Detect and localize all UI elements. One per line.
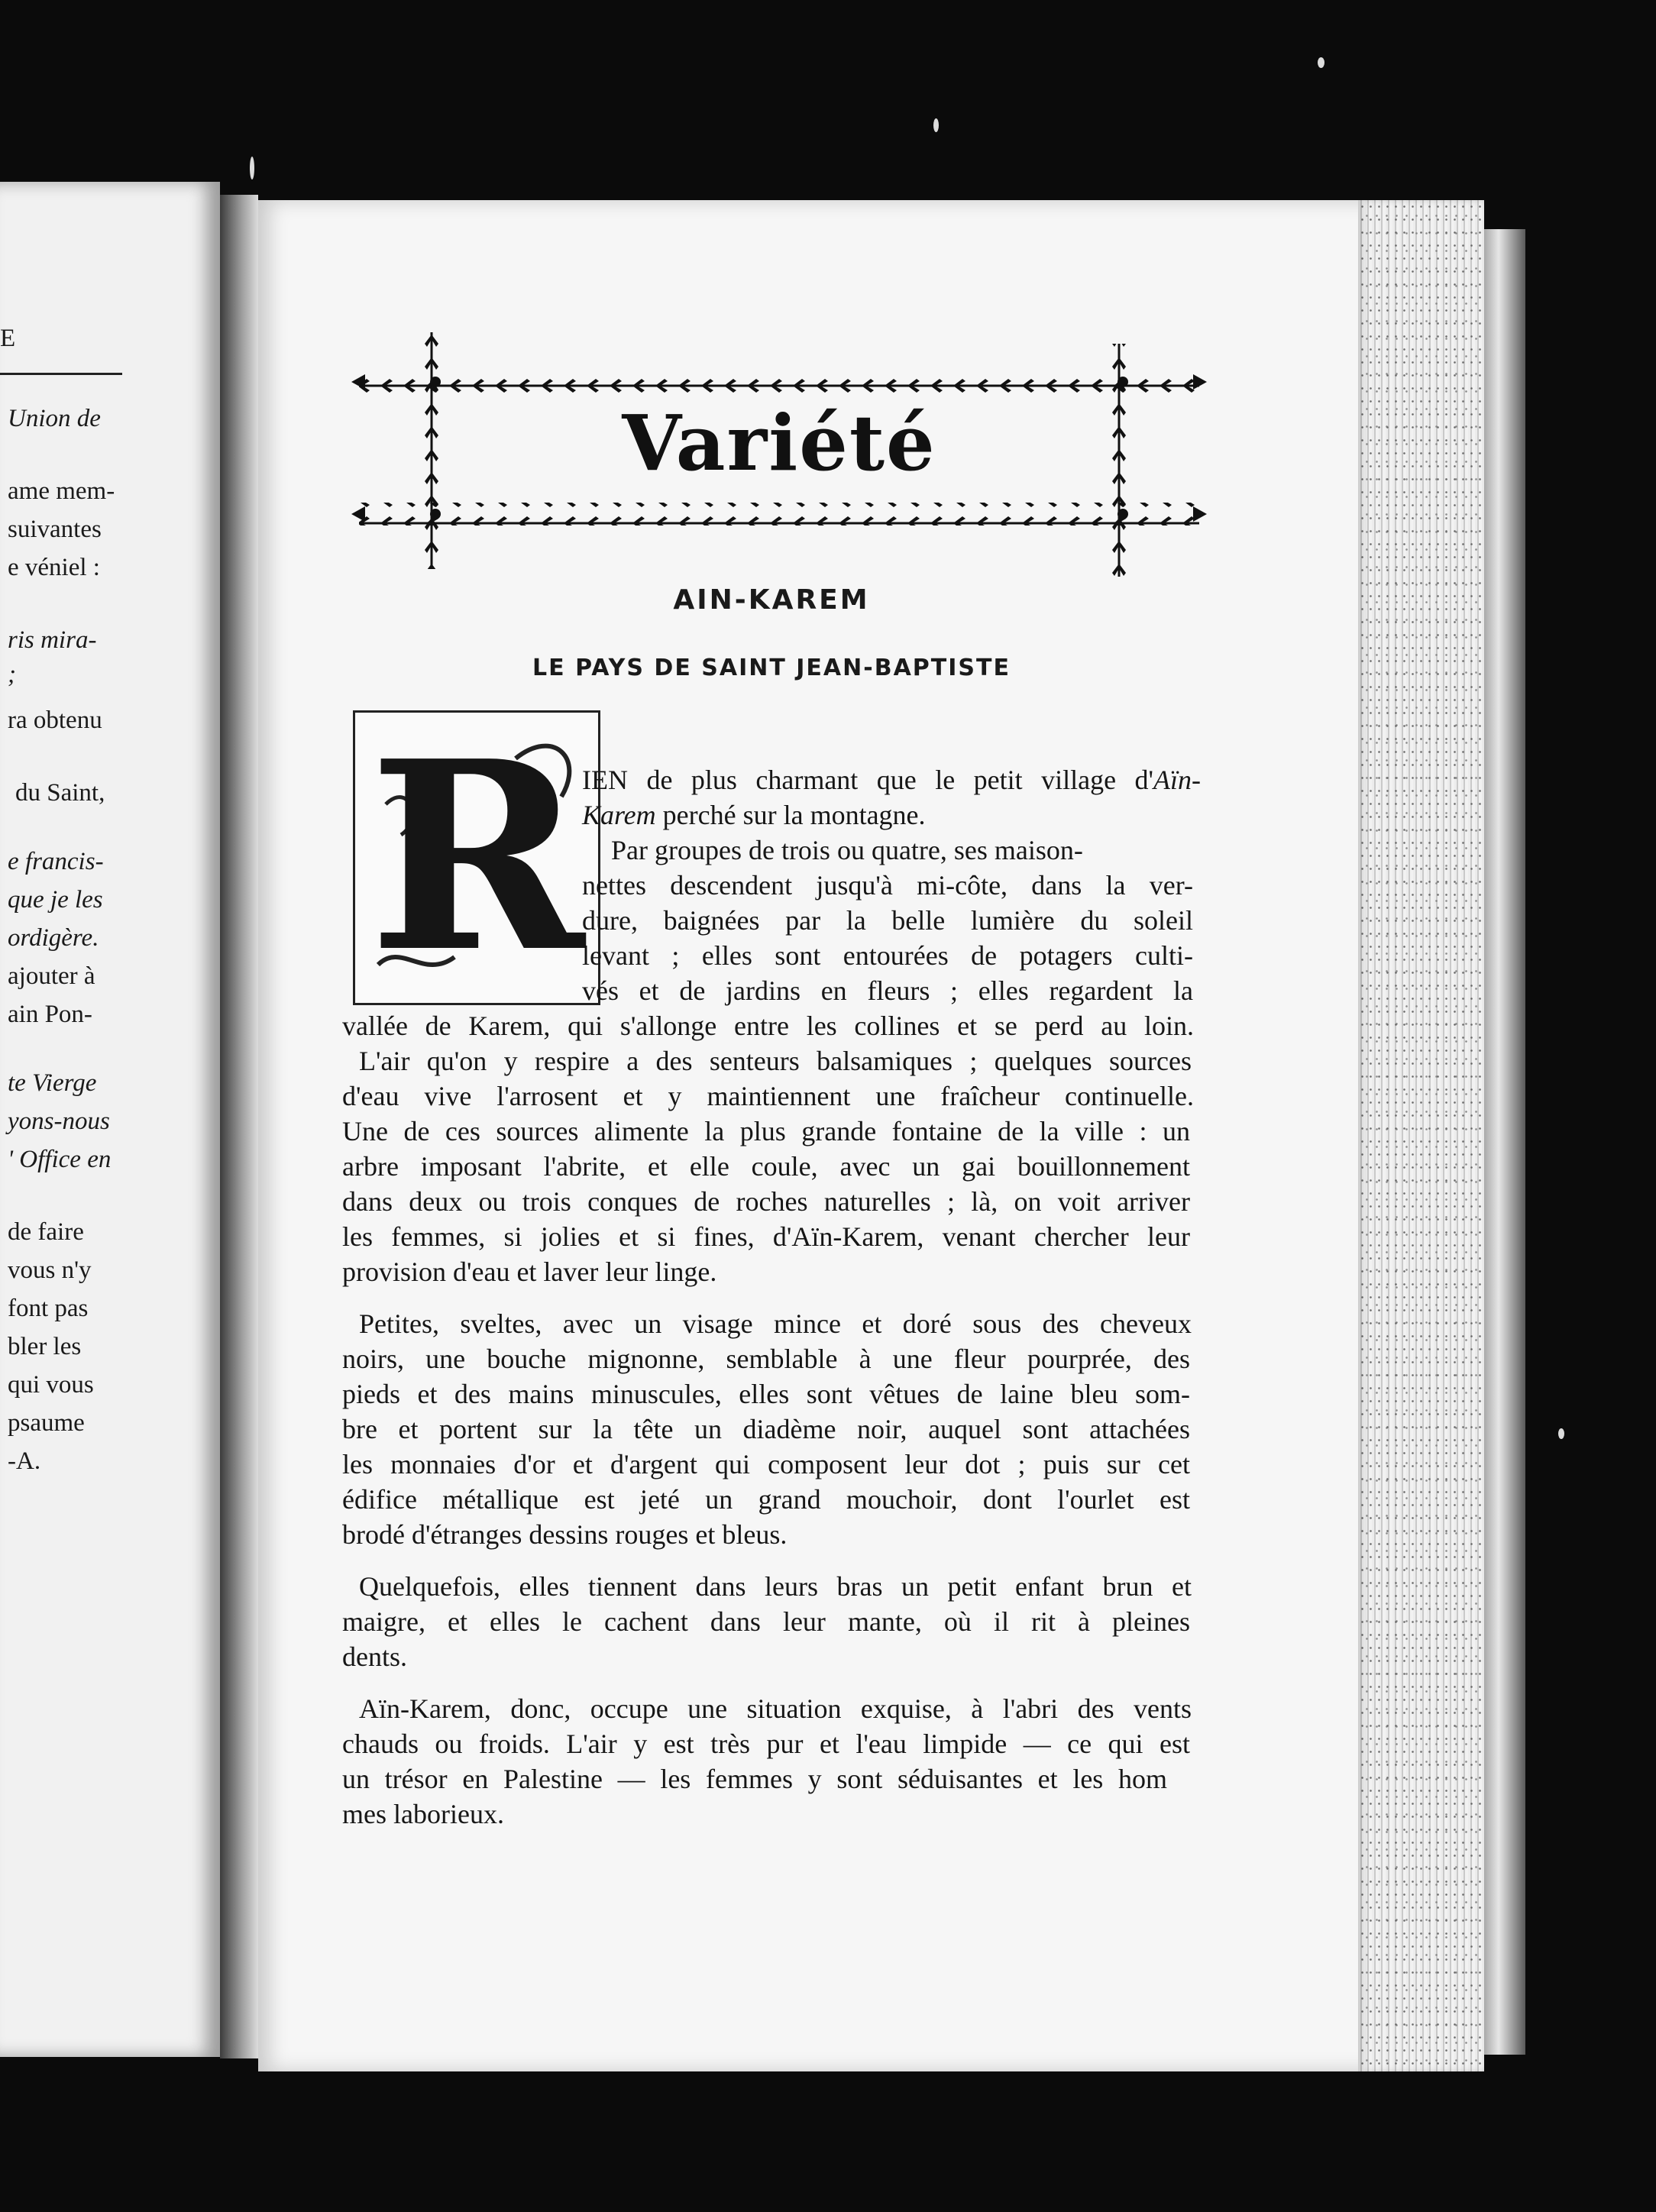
- article-text-run: perché sur la montagne.: [655, 800, 926, 830]
- article-text-run: Petites, sveltes, avec un visage mince et doré sous des cheveux: [359, 1308, 1192, 1339]
- article-line: [342, 1604, 1190, 1639]
- article-line: [582, 797, 926, 833]
- article-line: [342, 1149, 1190, 1184]
- previous-page-line: suivantes: [8, 516, 102, 543]
- article-line: [342, 1008, 1194, 1043]
- dust-speck: [1318, 57, 1324, 68]
- dust-speck: [250, 157, 254, 179]
- previous-page-line: ris mira-: [8, 626, 97, 654]
- article-line: [582, 973, 1193, 1008]
- article-line: [342, 1796, 504, 1832]
- article-line: [359, 1043, 1192, 1079]
- article-line: [582, 938, 1193, 973]
- article-line: [342, 1726, 1190, 1761]
- previous-page-line: de faire: [8, 1218, 84, 1246]
- previous-page-line: que je les: [8, 886, 103, 914]
- article-text-run: IEN: [582, 765, 628, 795]
- article-line: [582, 903, 1193, 938]
- article-line: [342, 1254, 716, 1289]
- article-text-run: dans deux ou trois conques de roches naturelles ; là, on voit arriver: [342, 1186, 1190, 1217]
- previous-page-line: ;: [8, 661, 16, 688]
- article-text-run: nettes descendent jusqu'à mi-côte, dans la ver-: [582, 870, 1193, 901]
- article-text-run: mes laborieux.: [342, 1799, 504, 1829]
- article-line: [582, 868, 1193, 903]
- article-text-run: un trésor en Palestine — les femmes y sont séduisantes et les hom: [342, 1764, 1167, 1794]
- previous-page-line: ' Office en: [8, 1146, 112, 1173]
- decorated-initial: [353, 705, 600, 1010]
- article-line: [342, 1517, 787, 1552]
- article-line: [342, 1639, 407, 1674]
- article-line: [359, 1569, 1192, 1604]
- previous-page-line: te Vierge: [8, 1069, 97, 1097]
- previous-page-line: yons-nous: [8, 1108, 110, 1135]
- article-line: [359, 1691, 1192, 1726]
- previous-page-line: ain Pon-: [8, 1001, 92, 1028]
- previous-page-line: ame mem-: [8, 477, 115, 505]
- article-text-run: arbre imposant l'abrite, et elle coule, avec un gai bouillonnement: [342, 1151, 1190, 1182]
- page-block-edge: [1358, 200, 1484, 2071]
- book-cover-edge: [1484, 229, 1525, 2055]
- page-title: Variété: [622, 398, 936, 488]
- previous-page-line: qui vous: [8, 1371, 94, 1399]
- header-rule: [0, 373, 122, 375]
- article-text-run: Aïn-Karem, donc, occupe une situation exquise, à l'abri des vents: [359, 1693, 1192, 1724]
- previous-page-line: E: [0, 325, 16, 352]
- article-text-run: de plus charmant que le petit village d': [627, 765, 1154, 795]
- article-line: [342, 1761, 1167, 1796]
- article-text-run: pieds et des mains minuscules, elles sont vêtues de laine bleu som-: [342, 1379, 1190, 1409]
- book-gutter: [220, 195, 258, 2058]
- article-line: [342, 1079, 1194, 1114]
- article-subtitle: LE PAYS DE SAINT JEAN-BAPTISTE: [532, 655, 1011, 681]
- article-text-run: édifice métallique est jeté un grand mouchoir, dont l'ourlet est: [342, 1484, 1190, 1515]
- previous-page-line: psaume: [8, 1409, 85, 1437]
- dust-speck: [933, 118, 939, 132]
- article-text-run: dents.: [342, 1641, 407, 1672]
- article-text-run: bre et portent sur la tête un diadème noir, auquel sont attachées: [342, 1414, 1190, 1444]
- dust-speck: [1558, 1428, 1564, 1439]
- previous-page-line: du Saint,: [15, 779, 105, 807]
- article-text-run: dure, baignées par la belle lumière du soleil: [582, 905, 1193, 936]
- previous-page-line: -A.: [8, 1447, 41, 1475]
- previous-page-line: e véniel :: [8, 554, 100, 581]
- dropcap-letter: R: [368, 705, 585, 1010]
- article-line: [342, 1482, 1190, 1517]
- article-text-run: Quelquefois, elles tiennent dans leurs bras un petit enfant brun et: [359, 1571, 1192, 1602]
- article-text-run: brodé d'étranges dessins rouges et bleus.: [342, 1519, 788, 1550]
- article-line: [582, 762, 1201, 797]
- article-text-run: noirs, une bouche mignonne, semblable à une fleur pourprée, des: [342, 1344, 1190, 1374]
- article-text-run: provision d'eau et laver leur linge.: [342, 1256, 717, 1287]
- article-text-run: vés et de jardins en fleurs ; elles regardent la: [582, 975, 1193, 1006]
- article-line: [342, 1341, 1190, 1376]
- article-text-run: vallée de Karem, qui s'allonge entre les collines et se perd au loin.: [342, 1011, 1194, 1041]
- article-text-run: Une de ces sources alimente la plus grande fontaine de la ville : un: [342, 1116, 1190, 1146]
- article-text-run: Aïn-: [1153, 765, 1201, 795]
- previous-page-line: ra obtenu: [8, 707, 102, 734]
- article-text-run: levant ; elles sont entourées de potagers culti-: [582, 940, 1193, 971]
- article-title: AIN-KAREM: [673, 584, 870, 616]
- article-line: [342, 1114, 1190, 1149]
- article-text-run: Karem: [582, 800, 656, 830]
- article-line: [342, 1376, 1190, 1412]
- article-text-run: maigre, et elles le cachent dans leur mante, où il rit à pleines: [342, 1606, 1190, 1637]
- previous-page-line: vous n'y: [8, 1256, 92, 1284]
- article-text-run: les femmes, si jolies et si fines, d'Aïn-Karem, venant chercher leur: [342, 1221, 1190, 1252]
- article-line: [611, 833, 1083, 868]
- article-line: [342, 1412, 1190, 1447]
- previous-page-line: e francis-: [8, 848, 104, 875]
- previous-page-line: ajouter à: [8, 962, 95, 990]
- article-text-run: Par groupes de trois ou quatre, ses maison-: [611, 835, 1083, 865]
- article-line: [359, 1306, 1192, 1341]
- previous-page-line: Union de: [8, 405, 101, 432]
- title-ornament-frame: [351, 328, 1207, 580]
- article-text-run: L'air qu'on y respire a des senteurs balsamiques ; quelques sources: [359, 1046, 1192, 1076]
- article-text-run: chauds ou froids. L'air y est très pur et l'eau limpide — ce qui est: [342, 1729, 1190, 1759]
- previous-page-line: ordigère.: [8, 924, 99, 952]
- previous-page: [0, 182, 220, 2057]
- article-line: [342, 1447, 1190, 1482]
- article-line: [342, 1184, 1190, 1219]
- article-text-run: d'eau vive l'arrosent et y maintiennent une fraîcheur continuelle.: [342, 1081, 1194, 1111]
- previous-page-line: font pas: [8, 1295, 89, 1322]
- article-text-run: les monnaies d'or et d'argent qui composent leur dot ; puis sur cet: [342, 1449, 1190, 1480]
- previous-page-line: bler les: [8, 1333, 82, 1360]
- article-line: [342, 1219, 1190, 1254]
